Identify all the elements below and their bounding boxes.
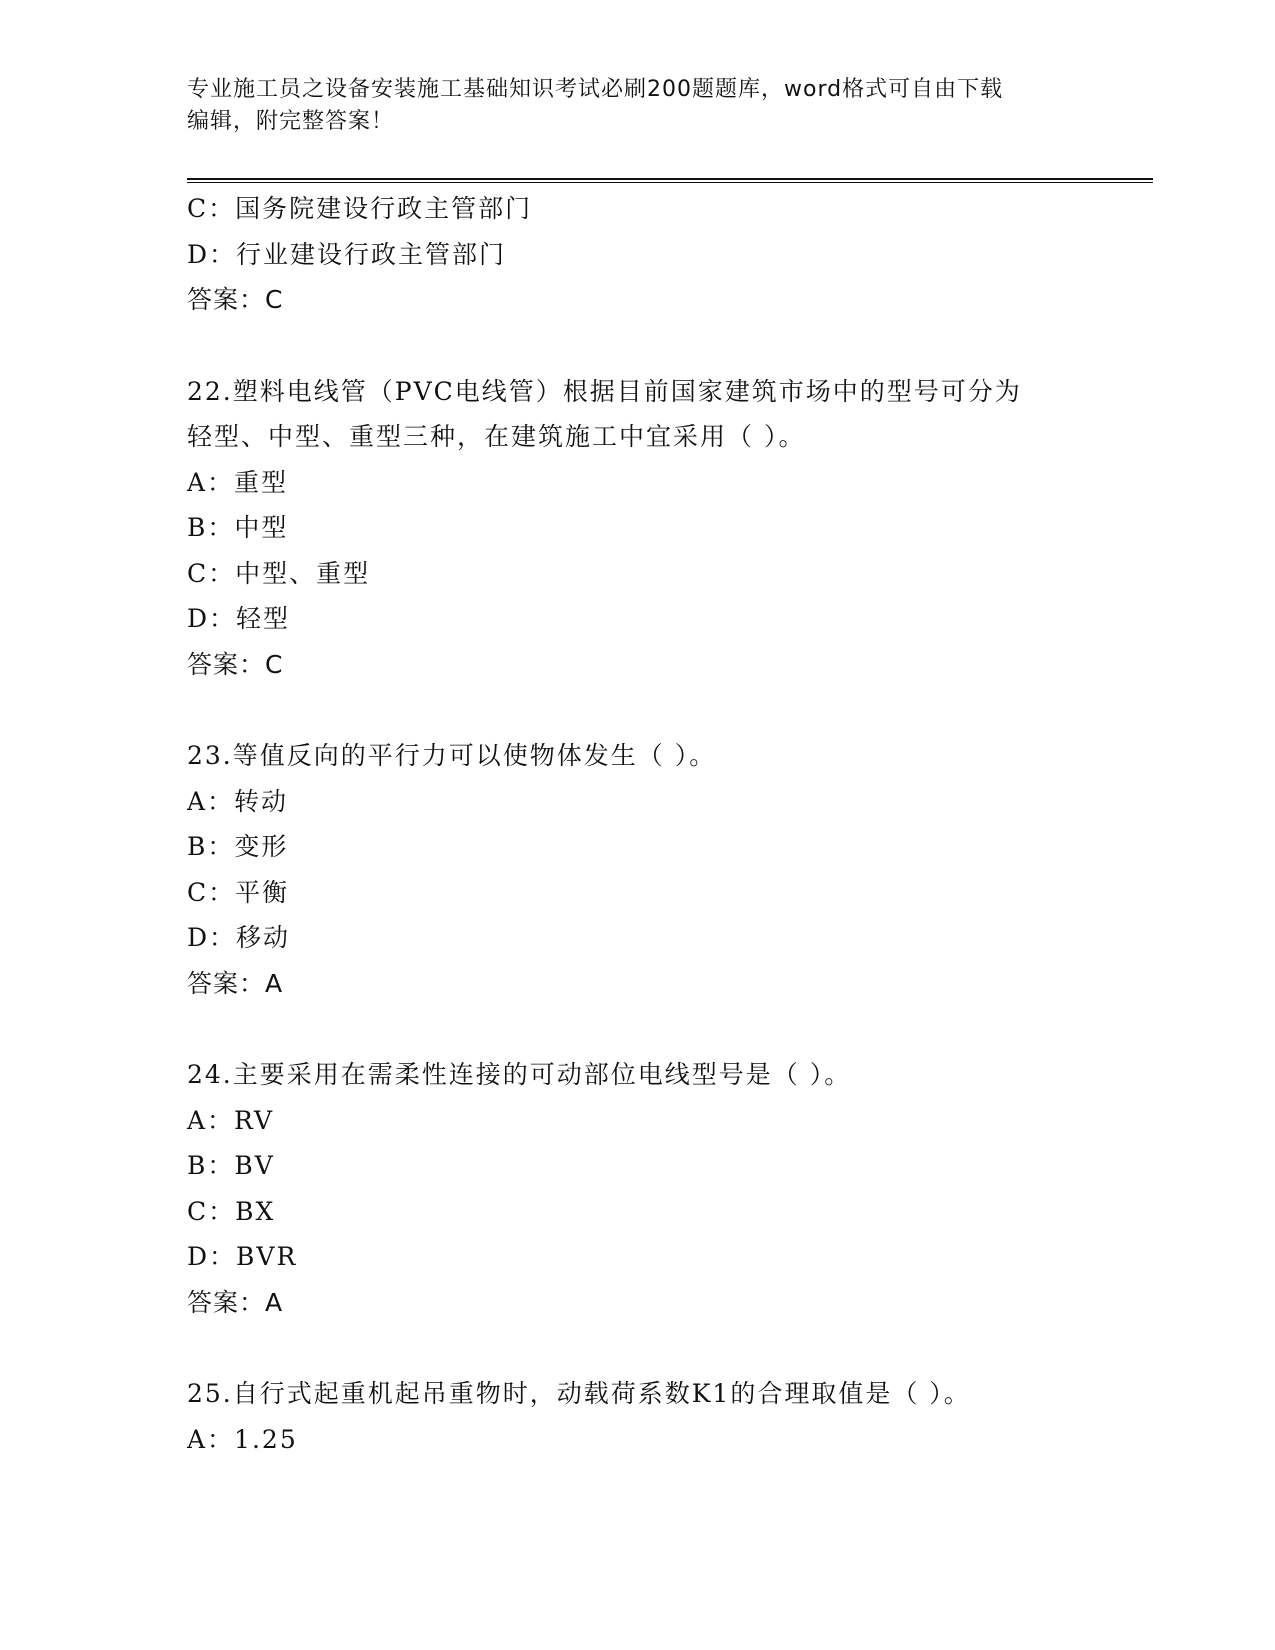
answer-line: 答案：A [187, 1287, 284, 1317]
question-stem: 23.等值反向的平行力可以使物体发生（ ）。 [187, 741, 717, 770]
question-list [187, 186, 1153, 1462]
option-c: C：国务院建设行政主管部门 [187, 194, 533, 223]
question-stem: 25.自行式起重机起吊重物时，动载荷系数K1的合理取值是（ ）。 [187, 1379, 971, 1408]
question-stem: 22.塑料电线管（PVC电线管）根据目前国家建筑市场中的型号可分为 [187, 376, 1022, 406]
header-divider [187, 178, 1153, 183]
answer-line: 答案：C [187, 649, 284, 679]
answer-line: 答案：A [187, 968, 284, 998]
option-a: A：转动 [187, 786, 289, 816]
option-d: D：行业建设行政主管部门 [187, 239, 507, 269]
question-25 [187, 1371, 1153, 1462]
option-a: A：RV [187, 1105, 275, 1135]
option-c: C：中型、重型 [187, 558, 371, 588]
option-b: B：变形 [187, 832, 289, 861]
option-c: C：BX [187, 1196, 276, 1226]
option-d: D：BVR [187, 1242, 298, 1271]
option-d: D：轻型 [187, 604, 291, 633]
option-c: C：平衡 [187, 877, 290, 907]
question-24 [187, 1052, 1153, 1325]
header-line-2: 编辑，附完整答案！ [187, 109, 395, 134]
question-stem: 24.主要采用在需柔性连接的可动部位电线型号是（ ）。 [187, 1060, 852, 1089]
page-header [187, 74, 1067, 138]
answer-line: 答案：C [187, 285, 284, 314]
option-a: A：重型 [187, 467, 289, 497]
question-stem: 轻型、中型、重型三种，在建筑施工中宜采用（ ）。 [187, 422, 806, 451]
option-a: A：1.25 [187, 1424, 298, 1454]
option-b: B：中型 [187, 513, 289, 542]
question-23 [187, 733, 1153, 1006]
question-22 [187, 369, 1153, 688]
option-d: D：移动 [187, 923, 291, 952]
question-fragment [187, 186, 1153, 323]
header-line-1: 专业施工员之设备安装施工基础知识考试必刷200题题库，word格式可自由下载 [187, 77, 1004, 102]
option-b: B：BV [187, 1151, 275, 1180]
